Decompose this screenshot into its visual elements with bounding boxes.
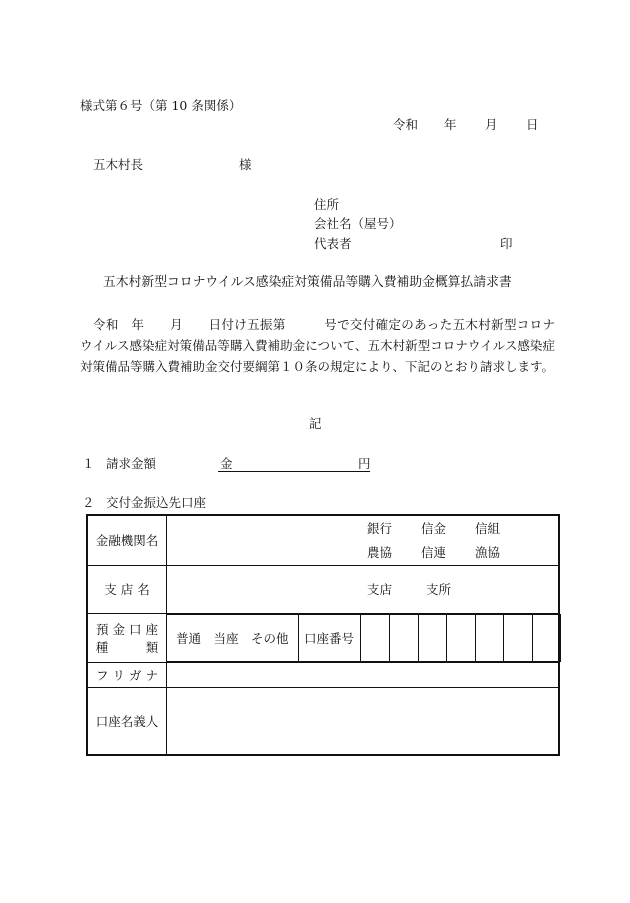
amount-underline [218, 470, 370, 472]
addressee-suffix: 様 [239, 157, 252, 172]
bank-name-cell[interactable] [167, 515, 560, 565]
item2-label: 交付金振込先口座 [106, 495, 207, 510]
date-year: 年 [444, 117, 457, 132]
deposit-type-label-line2: 種 類 [95, 639, 159, 655]
applicant-representative-label: 代表者 [314, 236, 352, 251]
deposit-cell [167, 613, 560, 662]
date-day: 日 [526, 117, 539, 132]
account-digit-5[interactable] [475, 614, 503, 661]
bank-type-shinkumi: 信組 [475, 521, 501, 537]
account-digit-7[interactable] [532, 614, 560, 661]
bank-type-ginko: 銀行 [367, 521, 393, 537]
account-number-label: 口座番号 [298, 614, 360, 661]
form-number: 様式第６号（第 10 条関係） [80, 98, 242, 113]
furigana-cell[interactable] [167, 662, 560, 687]
deposit-type-label [87, 613, 167, 662]
account-holder-cell[interactable] [167, 687, 560, 755]
applicant-company-label: 会社名（屋号） [314, 216, 402, 231]
row-bank [87, 515, 559, 565]
date-era: 令和 [393, 117, 419, 132]
account-digit-6[interactable] [503, 614, 532, 661]
account-digit-4[interactable] [446, 614, 475, 661]
item1-label: 請求金額 [106, 456, 157, 471]
deposit-type-options[interactable]: 普通 当座 その他 [167, 614, 298, 661]
amount-prefix: 金 [220, 456, 233, 471]
item1-number: １ [82, 456, 95, 471]
bank-type-options [367, 519, 558, 561]
row-account-holder [87, 687, 559, 755]
row-deposit [87, 613, 559, 662]
ki-heading: 記 [309, 416, 322, 431]
bank-type-shinkin: 信金 [421, 521, 447, 537]
account-digit-2[interactable] [389, 614, 418, 661]
bank-type-gyokyo: 漁協 [475, 545, 501, 561]
branch-name-label: 支 店 名 [87, 565, 167, 613]
bank-name-label: 金融機関名 [87, 515, 167, 565]
account-digit-3[interactable] [418, 614, 446, 661]
document-title: 五木村新型コロナウイルス感染症対策備品等購入費補助金概算払請求書 [103, 275, 512, 290]
deposit-type-label-line1: 預 金 口 座 [96, 621, 158, 637]
request-body: 令和 年 月 日付け五振第 号で交付確定のあった五木村新型コロナウイルス感染症対策備品等購入費補助金について、五木村新型コロナウイルス感染症対策備品等購入費補助金交付要綱第１０条の規定により、下記のとおり請求します。 [80, 317, 555, 374]
applicant-address-label: 住所 [314, 197, 340, 212]
amount-suffix: 円 [358, 456, 371, 471]
row-furigana [87, 662, 559, 687]
bank-type-nokyo: 農協 [367, 545, 393, 561]
deposit-inner-table [167, 614, 561, 662]
addressee-name: 五木村長 [93, 157, 144, 172]
branch-name-cell[interactable] [167, 565, 560, 613]
item2-number: ２ [82, 495, 95, 510]
seal-mark: 印 [500, 236, 513, 251]
branch-type-shisho: 支所 [426, 582, 452, 597]
date-month: 月 [485, 117, 498, 132]
account-holder-label: 口座名義人 [87, 687, 167, 755]
account-table [86, 514, 560, 756]
account-digit-1[interactable] [360, 614, 389, 661]
bank-type-shinren: 信連 [421, 545, 447, 561]
branch-type-options [367, 580, 558, 598]
furigana-label: フ リ ガ ナ [87, 662, 167, 687]
row-branch [87, 565, 559, 613]
branch-type-shiten: 支店 [367, 582, 393, 597]
